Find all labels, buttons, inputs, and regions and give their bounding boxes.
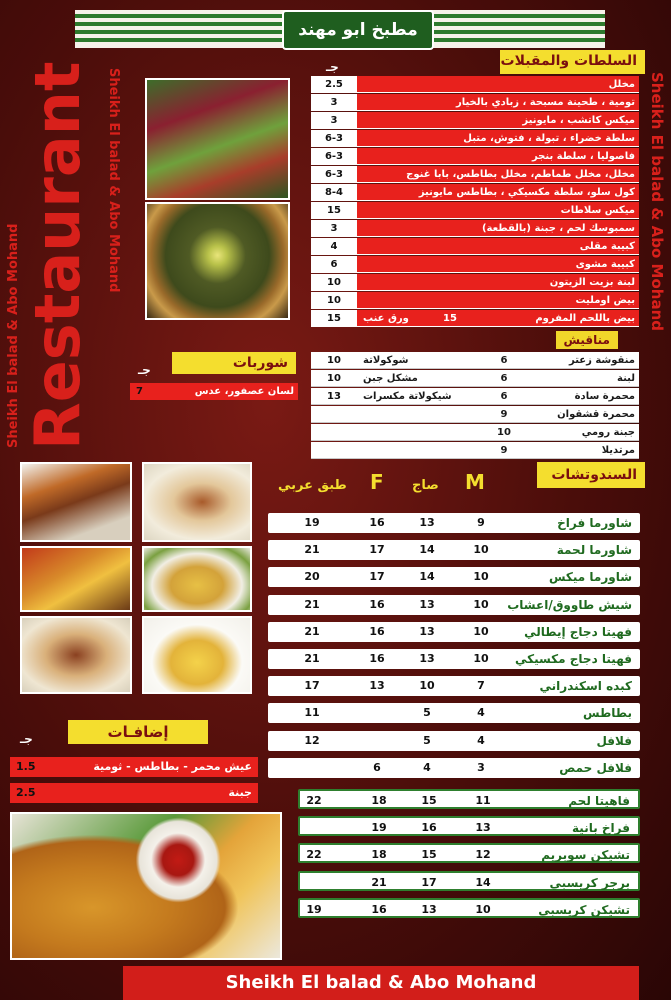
item-name: ورق عنب	[363, 313, 409, 324]
addition-row	[10, 783, 258, 803]
item-name: سمبوسك لحم ، جبنة (بالقطعة)	[481, 223, 635, 234]
manakish-row	[311, 424, 639, 441]
item-price: 3	[311, 220, 357, 237]
item-name: فهيتا دجاج إيطالي	[524, 624, 632, 639]
item-name: مرتديلا	[601, 445, 635, 456]
salad-row	[311, 292, 639, 309]
fried-chicken-photo	[10, 812, 282, 960]
salad-photo	[145, 78, 290, 200]
item-price: 9	[500, 445, 508, 456]
additions-currency: جـ	[20, 732, 33, 746]
sandwich-row	[268, 595, 640, 615]
price-saj: 17	[421, 875, 437, 889]
price-f: 16	[371, 902, 387, 916]
item-price: 10	[497, 427, 511, 438]
footer-banner: Sheikh El balad & Abo Mohand	[123, 966, 639, 1000]
price-m: 7	[477, 679, 485, 693]
item-name: لبنة بزيت الزيتون	[549, 277, 635, 288]
price-arabi: 22	[306, 848, 322, 862]
price-m: 9	[477, 516, 485, 529]
item-price: 10	[311, 274, 357, 291]
item-price: 6	[311, 256, 357, 273]
salad-row	[311, 256, 639, 273]
item-name: كول سلو، سلطة مكسيكي ، بطاطس مايونيز	[418, 187, 635, 198]
item-name: كبده اسكندراني	[539, 679, 632, 694]
item-name: شوكولاتة	[363, 355, 409, 366]
vertical-brand-text: Sheikh El balad & Abo Mohand	[106, 68, 121, 293]
shawarma-wrap-photo	[142, 462, 252, 542]
price-arabi: 17	[304, 679, 320, 693]
item-price: 10	[327, 373, 341, 384]
item-price: 6	[500, 373, 508, 384]
price-f: 18	[371, 794, 387, 807]
price-saj: 13	[421, 902, 437, 916]
price-f: 21	[371, 875, 387, 889]
item-price: 3	[311, 94, 357, 111]
item-name: تشيكن كريسبي	[538, 902, 630, 917]
sandwich-row	[298, 871, 640, 891]
sandwich-row	[268, 703, 640, 723]
item-name: تومية ، طحينة مسبحة ، زبادي بالخيار	[455, 97, 635, 108]
price-arabi: 20	[304, 570, 320, 584]
sandwich-row	[268, 513, 640, 533]
price-f: 16	[369, 516, 385, 529]
price-f: 19	[371, 821, 387, 835]
salad-row	[311, 148, 639, 165]
price-saj: 5	[423, 706, 431, 720]
salad-row	[311, 94, 639, 111]
item-name: سلطة خضراء ، تبولة ، فتوش، متبل	[463, 133, 635, 144]
price-m: 10	[473, 543, 489, 557]
price-saj: 13	[419, 597, 435, 611]
item-price: 6-3	[311, 148, 357, 165]
item-name: كبيبة مشوى	[575, 259, 635, 270]
addition-price: 1.5	[16, 760, 36, 773]
price-f: 6	[373, 760, 381, 774]
price-m: 10	[473, 597, 489, 611]
manakish-header: مناقيش	[556, 331, 618, 349]
price-saj: 4	[423, 760, 431, 774]
soup-price: 7	[136, 386, 143, 397]
salad-row	[311, 184, 639, 201]
price-m: 12	[475, 848, 491, 862]
sandwich-row	[298, 789, 640, 809]
wrap-sandwich-photo	[20, 616, 132, 694]
salad-row	[311, 166, 639, 183]
manakish-row	[311, 442, 639, 459]
price-m: 10	[473, 652, 489, 665]
vertical-restaurant-text: Restaurant	[21, 61, 94, 450]
price-saj: 13	[419, 652, 435, 665]
item-name: برجر كريسبي	[549, 875, 630, 890]
sandwich-row	[268, 649, 640, 669]
item-price: 3	[311, 112, 357, 129]
item-price: 6	[500, 391, 508, 402]
item-name: بطاطس	[583, 706, 632, 721]
sandwich-row	[298, 898, 640, 918]
item-name: فلافل حمص	[559, 760, 632, 775]
price-m: 10	[473, 624, 489, 638]
price-m: 4	[477, 706, 485, 720]
item-name: شيش طاووق/اعشاب	[507, 597, 632, 612]
item-name: فاهيتا لحم	[568, 794, 630, 808]
price-arabi: 21	[304, 652, 320, 665]
item-name: بيض اومليت	[575, 295, 635, 306]
item-name: شاورما لحمة	[556, 543, 632, 558]
price-f: 17	[369, 543, 385, 557]
salad-row	[311, 130, 639, 147]
price-f: 16	[369, 597, 385, 611]
cheese-toast-photo	[142, 616, 252, 694]
price-m: 10	[475, 902, 491, 916]
price-saj: 13	[419, 516, 435, 529]
price-f: 16	[369, 652, 385, 665]
omelette-plate-photo	[142, 546, 252, 612]
price-m: 10	[473, 570, 489, 584]
burger-fries-photo	[20, 546, 132, 612]
col-f-header: F	[370, 470, 384, 494]
item-name: فراخ بانية	[572, 821, 630, 836]
price-m: 11	[475, 794, 491, 807]
price-arabi: 19	[306, 902, 322, 916]
item-name: ميكس سلاطات	[560, 205, 635, 216]
item-name: شاورما ميكس	[548, 570, 632, 585]
price-saj: 15	[421, 794, 437, 807]
price-m: 4	[477, 733, 485, 747]
price-arabi: 21	[304, 624, 320, 638]
price-f: 17	[369, 570, 385, 584]
addition-name: جبنة	[228, 786, 252, 799]
price-m: 14	[475, 875, 491, 889]
item-name: كبيبة مقلى	[579, 241, 635, 252]
sandwich-row	[268, 540, 640, 560]
item-name: شاورما فراخ	[557, 516, 632, 530]
item-name: فلافل	[596, 733, 632, 748]
item-price: 10	[311, 292, 357, 309]
price-saj: 10	[419, 679, 435, 693]
soup-name: لسان عصفور، عدس	[194, 386, 294, 397]
item-price: 6-3	[311, 166, 357, 183]
item-price: 15	[443, 313, 457, 324]
item-name: جبنة رومي	[581, 427, 635, 438]
item-name: محمرة قشقوان	[557, 409, 635, 420]
price-arabi: 12	[304, 733, 320, 747]
price-m: 13	[475, 821, 491, 835]
item-price: 15	[311, 310, 357, 327]
price-arabi: 21	[304, 543, 320, 557]
price-saj: 15	[421, 848, 437, 862]
sandwich-row	[268, 622, 640, 642]
price-f: 16	[369, 624, 385, 638]
stuffed-grape-leaves-photo	[145, 202, 290, 320]
item-price: 6	[500, 355, 508, 366]
sandwich-row	[298, 816, 640, 836]
item-name: محمرة سادة	[574, 391, 635, 402]
price-f: 18	[371, 848, 387, 862]
salad-row	[311, 202, 639, 219]
item-price: 9	[500, 409, 508, 420]
price-f: 13	[369, 679, 385, 693]
item-name: شيكولاتة مكسرات	[363, 391, 452, 402]
soups-header: شوربات	[172, 352, 296, 374]
soups-currency: جـ	[138, 363, 151, 377]
item-price: 8-4	[311, 184, 357, 201]
addition-price: 2.5	[16, 786, 36, 799]
item-name: مخلل	[608, 79, 635, 90]
manakish-row	[311, 352, 639, 369]
col-saj-header: صاج	[412, 478, 439, 493]
item-price: 6-3	[311, 130, 357, 147]
sandwich-row	[268, 758, 640, 778]
item-price: 4	[311, 238, 357, 255]
sandwich-row	[268, 567, 640, 587]
price-saj: 5	[423, 733, 431, 747]
addition-row	[10, 757, 258, 777]
salad-row	[311, 274, 639, 291]
price-saj: 14	[419, 543, 435, 557]
item-name: منقوشة زعتر	[568, 355, 635, 366]
price-m: 3	[477, 760, 485, 774]
restaurant-title: مطبخ ابو مهند	[282, 10, 434, 50]
price-saj: 16	[421, 821, 437, 835]
col-arabi-header: طبق عربي	[278, 478, 347, 493]
item-name: فاصوليا ، سلطة بنجر	[531, 151, 635, 162]
vertical-brand-text: Sheikh El balad & Abo Mohand	[6, 223, 21, 448]
sandwich-row	[268, 676, 640, 696]
sandwich-row	[298, 843, 640, 863]
price-arabi: 11	[304, 706, 320, 720]
kebab-skewers-photo	[20, 462, 132, 542]
soup-row	[130, 383, 298, 400]
salads-header: السلطات والمقبلات	[500, 50, 645, 74]
item-name: مشكل جبن	[363, 373, 418, 384]
salads-currency: جـ	[326, 60, 339, 74]
salad-row	[311, 238, 639, 255]
col-m-header: M	[465, 470, 485, 494]
salad-row	[311, 220, 639, 237]
salad-row	[311, 112, 639, 129]
manakish-row	[311, 406, 639, 423]
price-arabi: 22	[306, 794, 322, 807]
item-name: ميكس كاتشب ، مايونيز	[522, 115, 635, 126]
price-arabi: 19	[304, 516, 320, 529]
price-arabi: 21	[304, 597, 320, 611]
right-vertical-brand-text: Sheikh El balad & Abo Mohand	[648, 72, 666, 331]
item-price: 15	[311, 202, 357, 219]
item-price: 10	[327, 355, 341, 366]
item-name: لبنة	[617, 373, 635, 384]
price-saj: 13	[419, 624, 435, 638]
price-saj: 14	[419, 570, 435, 584]
sandwiches-header: السندوتشات	[537, 462, 645, 488]
sandwich-row	[268, 731, 640, 751]
addition-name: عيش محمر - بطاطس - ثومية	[93, 760, 252, 773]
manakish-row	[311, 388, 639, 405]
item-name: تشيكن سوبريم	[541, 848, 630, 863]
additions-header: إضافـات	[68, 720, 208, 744]
manakish-row	[311, 370, 639, 387]
item-name: بيض باللحم المفروم	[535, 313, 635, 324]
item-price: 2.5	[311, 76, 357, 93]
salad-row	[311, 310, 639, 327]
item-name: مخلل، مخلل طماطم، مخلل بطاطس، بابا غنوج	[406, 169, 635, 180]
item-name: فهيتا دجاج مكسيكي	[514, 652, 632, 666]
item-price: 13	[327, 391, 341, 402]
salad-row	[311, 76, 639, 93]
